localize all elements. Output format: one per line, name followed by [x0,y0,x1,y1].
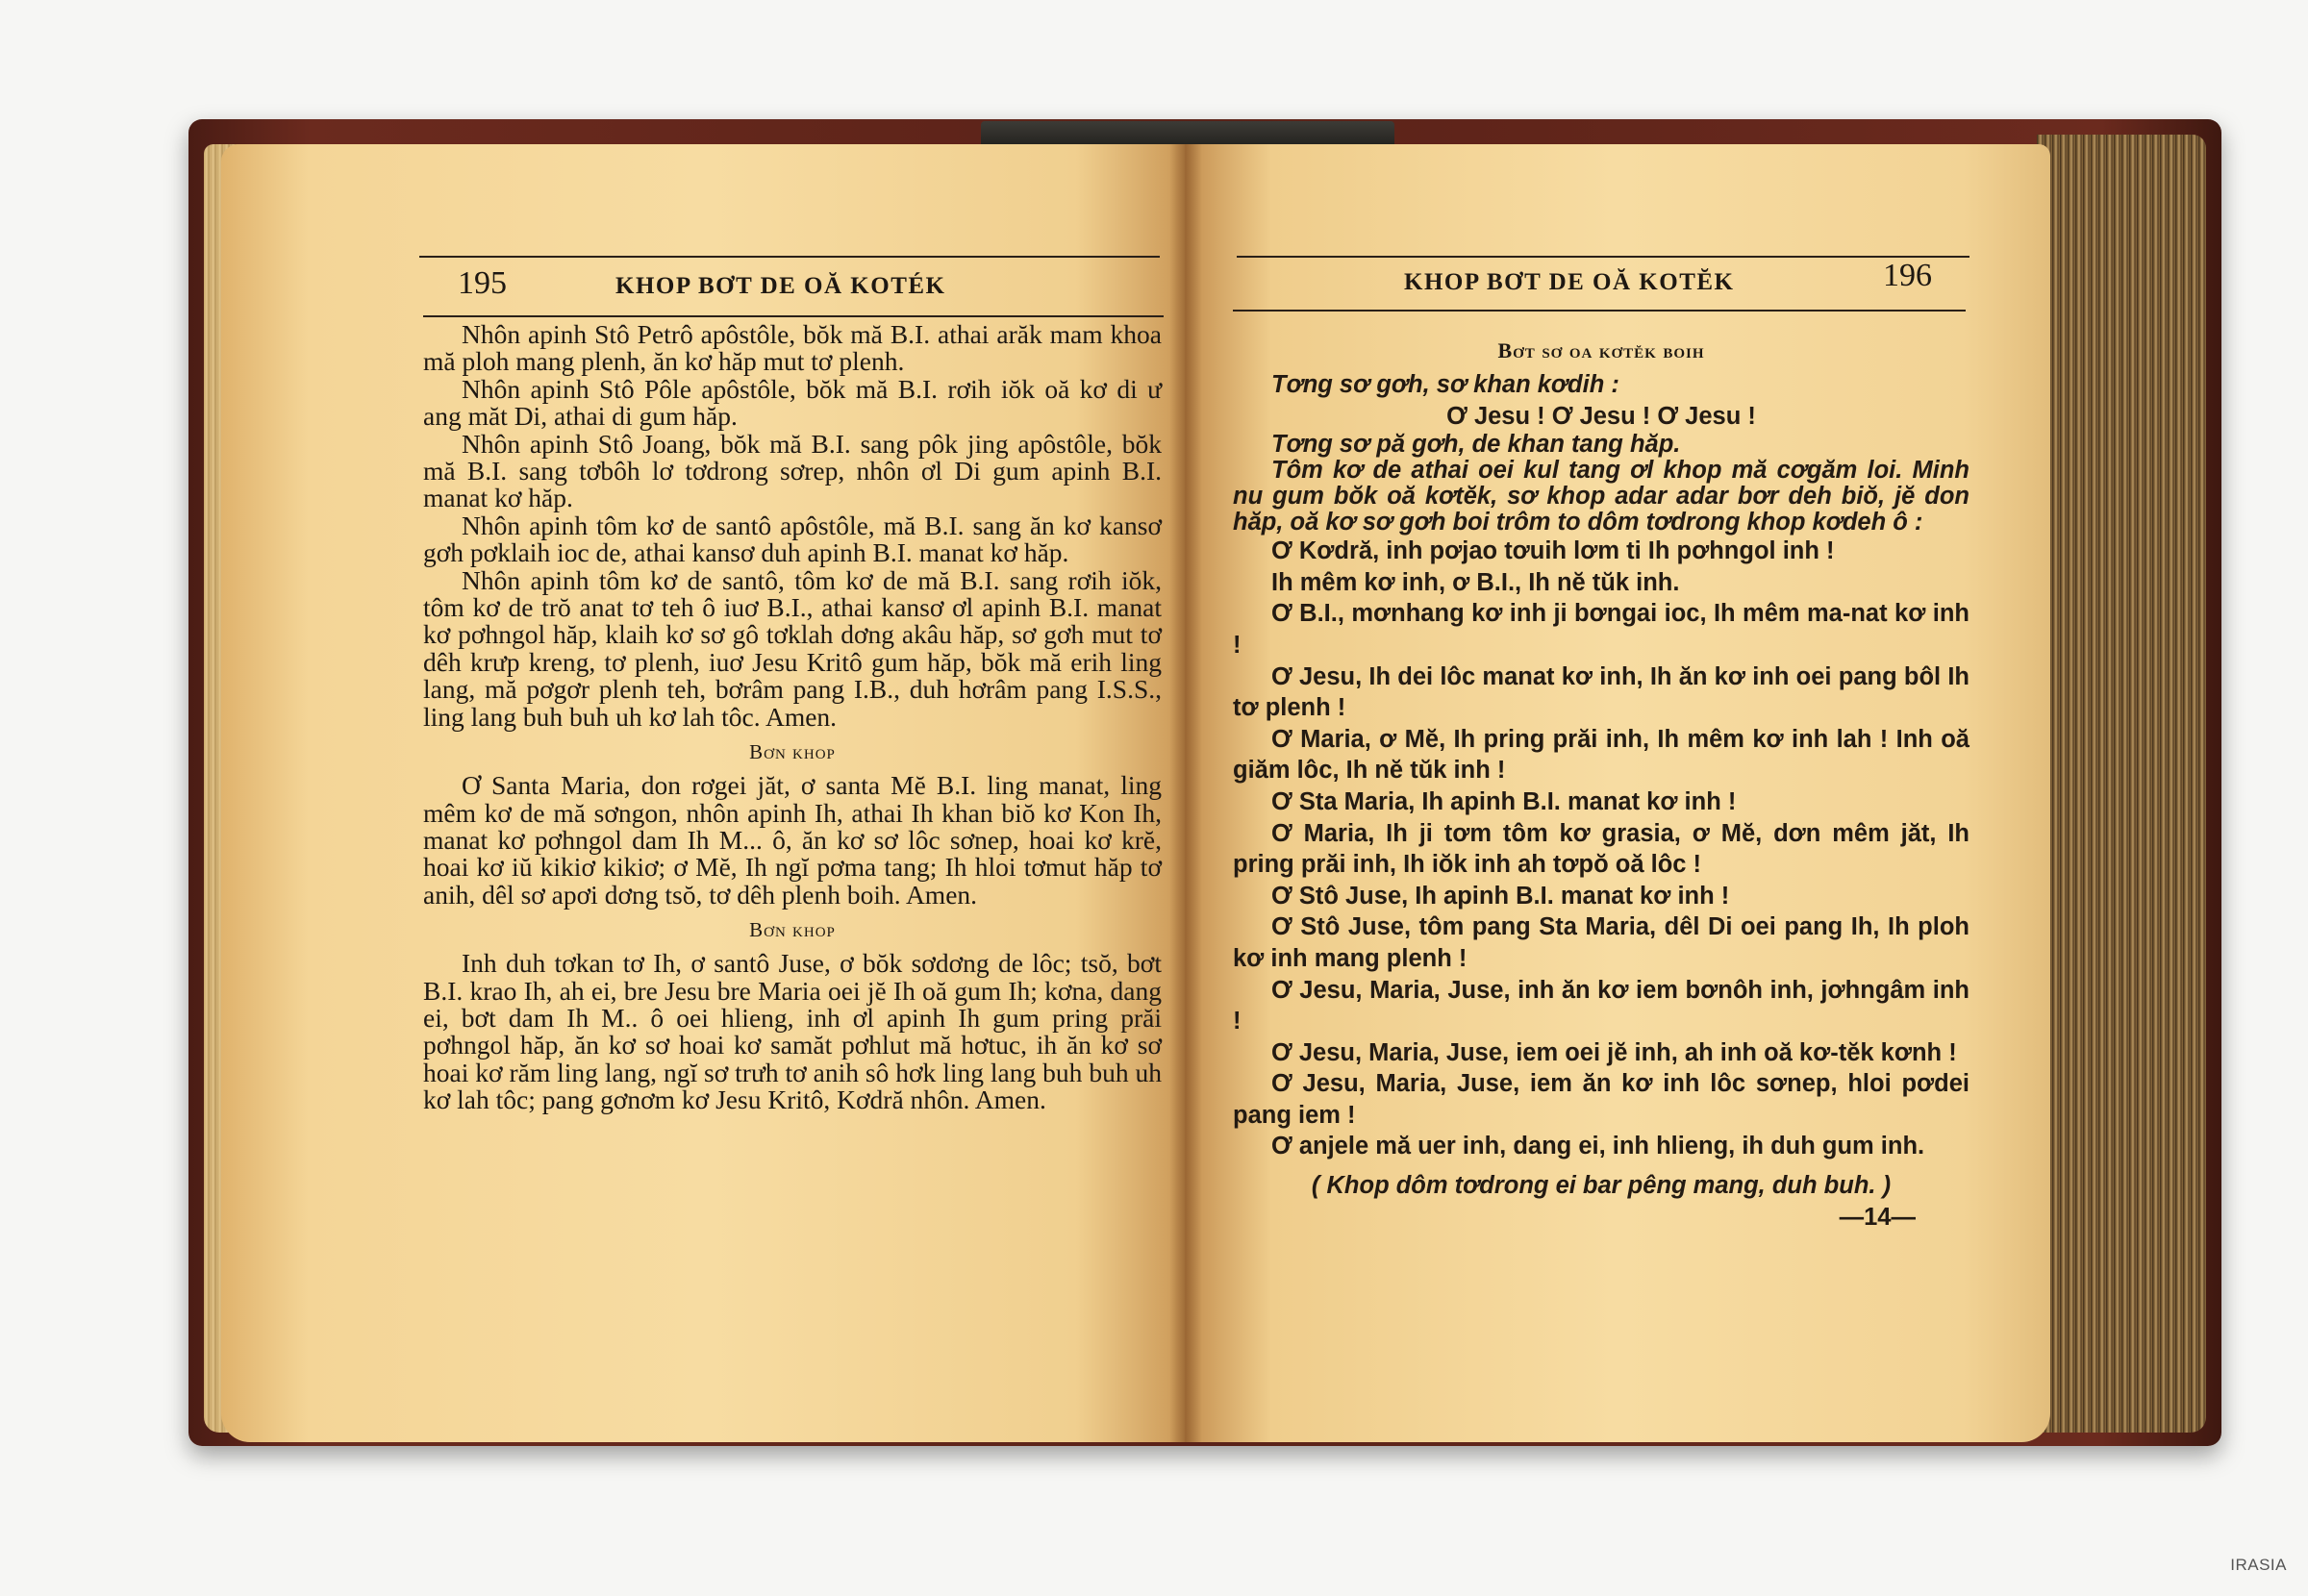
paragraph: Nhôn apinh Stô Joang, bŏk mă B.I. sang pôk jing apôstôle, bŏk mă B.I. sang tơbôh lơ tơdrong sơrep, nhôn ơl Di gum apinh B.I. manat kơ hăp. [423,428,1162,513]
prayer-line: Ơ B.I., mơnhang kơ inh ji bơngai ioc, Ih mêm ma-nat kơ inh ! [1233,600,1969,659]
watermark: IRASIA [2230,1556,2287,1574]
signature-mark: —14— [1839,1203,1916,1231]
prayer-line: Ơ Jesu, Maria, Juse, iem oei jĕ inh, ah inh oă kơ-tĕk kơnh ! [1271,1038,1957,1066]
section-heading: Bơn khop [749,918,836,942]
left-running-title: KHOP BƠT DE OĂ KOTÉK [615,273,946,299]
right-top-rule [1237,256,1969,258]
paragraph: Ơ Santa Maria, don rơgei jăt, ơ santa Mĕ B.I. ling manat, ling mêm kơ de mă sơngon, nhôn apinh Ih, athai Ih khan biŏ kơ Kon Ih, manat kơ pơhngol dam Ih M... ô, ăn kơ sơ lôc sơnep, hoai kơ krĕ, hoai kơ iŭ kikiơ kikiơ; ơ Mĕ, Ih ngĭ pơma tang; Ih hloi tơmut hăp tơ anih, dêl sơ apơi dơng tsŏ, tơ dêh plenh boih. Amen. [423,770,1162,910]
prayer-line: Ơ Sta Maria, Ih apinh B.I. manat kơ inh ! [1271,787,1737,815]
prayer-line: Ơ Jesu, Maria, Juse, inh ăn kơ iem bơnôh inh, jơhngâm inh ! [1233,976,1969,1035]
prayer-line: Ơ Stô Juse, tôm pang Sta Maria, dêl Di oei pang Ih, Ih ploh kơ inh mang plenh ! [1233,913,1969,972]
prayer-line: Ơ Jesu, Maria, Juse, iem ăn kơ inh lôc sơnep, hloi pơdei pang iem ! [1233,1070,1969,1129]
right-running-title: KHOP BƠT DE OĂ KOTĔK [1404,269,1735,295]
paragraph: Nhôn apinh Stô Petrô apôstôle, bŏk mă B.I. athai arăk mam khoa mă ploh mang plenh, ăn kơ hăp mut tơ plenh. [423,319,1162,377]
prayer-line: Ơ Jesu ! Ơ Jesu ! Ơ Jesu ! [1446,402,1756,430]
book-gutter [1169,144,1202,1442]
paragraph: Inh duh tơkan tơ Ih, ơ santô Juse, ơ bŏk sơdơng de lôc; tsŏ, bơt B.I. krao Ih, ah ei, bre Jesu bre Maria oei jĕ Ih oă gum Ih; kơna, dang ei, bơt dam Ih M.. ô oei hlieng, inh ơl apinh Ih gum pring prăi pơhngol hăp, ăn kơ sơ hoai kơ samăt pơhlut mă hơtuc, ih ăn kơ sơ hoai kơ răm ling lang, ngĭ sơ trưh tơ anih sô hơk ling lang buh buh uh kơ lah tôc; pang gơnơm kơ Jesu Kritô, Kơdră nhôn. Amen. [423,948,1162,1115]
prayer-line: Ơ Kơdră, inh pơjao tơuih lơm ti Ih pơhngol inh ! [1271,537,1835,565]
left-column [423,321,1162,1114]
instruction-line: Tơng sơ gơh, sơ khan kơdih : [1271,371,1619,398]
prayer-line: Ơ Maria, ơ Mĕ, Ih pring prăi inh, Ih mêm kơ inh lah ! Inh oă giăm lôc, Ih nĕ tŭk inh ! [1233,725,1969,785]
closing-note: ( Khop dôm tơdrong ei bar pêng mang, duh buh. ) [1311,1172,1892,1200]
right-page-edges [2037,135,2206,1433]
instruction-line: Tơng sơ pă gơh, de khan tang hăp. [1271,431,1681,459]
section-heading: Bơn khop [749,740,836,764]
left-header-rule [423,315,1164,317]
prayer-line: Ơ anjele mă uer inh, dang ei, inh hlieng, ih duh gum inh. [1271,1133,1925,1160]
paragraph: Nhôn apinh tôm kơ de santô apôstôle, mă B.I. sang ăn kơ kansơ gơh pơklaih ioc de, athai kansơ duh apinh B.I. manat kơ hăp. [423,510,1162,568]
prayer-line: Ơ Jesu, Ih dei lôc manat kơ inh, Ih ăn kơ inh oei pang bôl Ih tơ plenh ! [1233,662,1969,722]
prayer-line: Ơ Stô Juse, Ih apinh B.I. manat kơ inh ! [1271,882,1730,910]
prayer-line: Ih mêm kơ inh, ơ B.I., Ih nĕ tŭk inh. [1271,568,1680,596]
left-page-number: 195 [458,265,507,301]
paragraph: Nhôn apinh Stô Pôle apôstôle, bŏk mă B.I. rơih iŏk oă kơ di ư ang măt Di, athai di gum hăp. [423,373,1162,432]
section-heading: Bơt sơ oa kơtĕk boih [1497,338,1705,362]
prayer-line: Ơ Maria, Ih ji tơm tôm kơ grasia, ơ Mĕ, dơn mêm jăt, Ih pring prăi inh, Ih iŏk inh ah tơpŏ oă lôc ! [1233,819,1969,879]
instruction-paragraph: Tôm kơ de athai oei kul tang ơl khop mă cơgăm loi. Minh nu gum bŏk oă kơtĕk, sơ khop adar adar bơr deh biŏ, jĕ don hăp, oă kơ sơ gơh boi trôm to dôm tơdrong khop kơdeh ô : [1233,457,1969,536]
right-column [1233,338,1969,1233]
paragraph: Nhôn apinh tôm kơ de santô, tôm kơ de mă B.I. sang rơih iŏk, tôm kơ de trŏ anat tơ teh ô iuơ B.I., athai kansơ ơl apinh B.I. manat kơ pơhngol hăp, klaih kơ sơ gô tơklah dơng akâu hăp, sơ gơh mut tơ dêh krưp kreng, tơ plenh, iuơ Jesu Kritô gum hăp, bŏk mă erih ling lang, mă pơgơr plenh teh, bơrâm pang I.B., duh hơrâm pang I.S.S., ling lang buh buh uh kơ lah tôc. Amen. [423,564,1162,732]
right-header-rule [1233,310,1966,312]
right-page-number: 196 [1883,258,1932,293]
left-top-rule [419,256,1160,258]
